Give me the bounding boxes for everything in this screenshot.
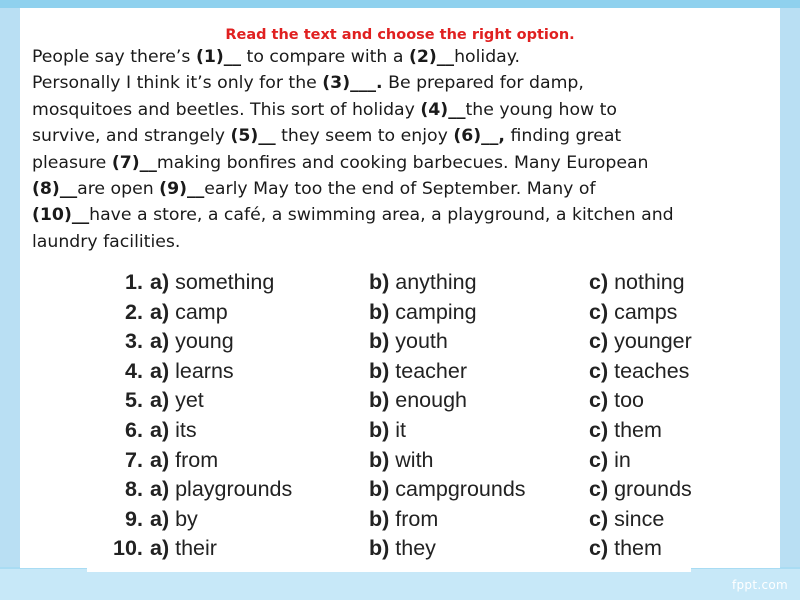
blank-marker: (9)__ <box>159 179 205 200</box>
option-a <box>150 329 234 354</box>
option-word: enough <box>389 388 468 413</box>
option-c <box>589 507 664 532</box>
option-letter: b) <box>369 447 390 472</box>
options-table <box>87 262 691 572</box>
option-letter: b) <box>369 536 390 561</box>
option-c <box>589 536 662 561</box>
option-number: 3. <box>125 329 143 354</box>
option-word: in <box>608 447 631 472</box>
paragraph-text: holiday. <box>454 47 521 67</box>
option-letter: a) <box>150 536 170 561</box>
option-word: playgrounds <box>169 477 293 502</box>
option-word: anything <box>389 270 477 294</box>
option-word: them <box>608 418 662 442</box>
paragraph-text: pleasure <box>32 152 112 173</box>
option-word: younger <box>608 329 692 354</box>
blank-marker: (4)__ <box>420 99 466 120</box>
option-a <box>150 507 198 532</box>
option-word: teacher <box>389 358 467 383</box>
option-number: 2. <box>125 299 143 324</box>
paragraph-text: they seem to enjoy <box>275 126 454 147</box>
option-number: 5. <box>125 388 143 413</box>
option-word: too <box>608 388 644 413</box>
option-letter: a) <box>150 388 170 413</box>
option-letter: c) <box>589 506 609 531</box>
option-letter: a) <box>150 329 170 354</box>
option-letter: c) <box>589 477 609 502</box>
option-word: camps <box>608 299 678 324</box>
option-number: 9. <box>125 506 143 531</box>
paragraph-line <box>32 229 780 255</box>
option-b <box>369 270 477 295</box>
paragraph-text: Be prepared for damp, <box>382 73 584 94</box>
option-a <box>150 418 197 443</box>
option-number: 10. <box>113 536 143 561</box>
option-letter: b) <box>369 329 390 354</box>
watermark-text: fppt.com <box>731 578 788 592</box>
paragraph-text: have a store, a café, a swimming area, a playground, a kitchen and <box>89 205 674 226</box>
option-word: teaches <box>608 358 690 383</box>
option-word: learns <box>169 358 234 383</box>
option-letter: a) <box>150 506 170 531</box>
option-row <box>87 536 691 566</box>
option-row <box>87 388 691 418</box>
option-letter: c) <box>589 270 609 294</box>
option-letter: b) <box>369 477 390 502</box>
option-word: youth <box>389 329 448 354</box>
option-letter: b) <box>369 299 390 324</box>
option-letter: c) <box>589 536 609 561</box>
paragraph-text: are open <box>77 179 160 200</box>
option-letter: a) <box>150 299 170 324</box>
option-a <box>150 359 234 384</box>
option-number: 7. <box>125 447 143 472</box>
option-word: since <box>608 506 665 531</box>
option-c <box>589 300 677 325</box>
option-row <box>87 270 691 300</box>
option-b <box>369 300 477 325</box>
option-c <box>589 329 692 354</box>
option-number: 1. <box>125 270 143 294</box>
option-word: from <box>389 506 439 531</box>
option-letter: b) <box>369 270 390 294</box>
option-b <box>369 359 467 384</box>
option-word: them <box>608 536 662 561</box>
exercise-title: Read the text and choose the right option. <box>225 27 575 43</box>
option-word: with <box>389 447 434 472</box>
option-number: 8. <box>125 477 143 502</box>
option-word: they <box>389 536 436 561</box>
option-letter: c) <box>589 418 609 442</box>
paragraph-text: early May too the end of September. Many of <box>204 179 596 200</box>
paragraph-text: Personally I think it’s only for the <box>32 73 323 94</box>
option-word: yet <box>169 388 204 413</box>
option-a <box>150 477 292 502</box>
option-word: camp <box>169 299 228 324</box>
option-word: young <box>169 329 234 354</box>
blank-marker: (7)__ <box>111 152 157 173</box>
paragraph-line <box>32 44 780 70</box>
option-b <box>369 388 467 413</box>
paragraph-line <box>32 150 780 176</box>
option-letter: a) <box>150 418 170 442</box>
paragraph-text: laundry facilities. <box>32 231 181 252</box>
option-row <box>87 507 691 537</box>
exercise-paragraph <box>32 44 780 255</box>
paragraph-line <box>32 202 780 228</box>
option-letter: b) <box>369 388 390 413</box>
option-number: 6. <box>125 418 143 442</box>
blank-marker: (3)___. <box>322 73 383 94</box>
paragraph-text: People say there’s <box>32 47 196 67</box>
option-word: their <box>169 536 217 561</box>
paragraph-text: making bonfires and cooking barbecues. Many European <box>156 152 649 173</box>
option-word: from <box>169 447 219 472</box>
option-letter: c) <box>589 329 609 354</box>
blank-marker: (1)__ <box>195 47 242 67</box>
option-number: 4. <box>125 358 143 383</box>
paragraph-line <box>32 97 780 123</box>
slide-content <box>20 8 780 568</box>
paragraph-line <box>32 176 780 202</box>
paragraph-line <box>32 123 780 149</box>
option-letter: c) <box>589 447 609 472</box>
option-word: camping <box>389 299 477 324</box>
option-b <box>369 507 438 532</box>
option-a <box>150 300 228 325</box>
option-letter: a) <box>150 270 170 294</box>
option-letter: a) <box>150 447 170 472</box>
option-letter: b) <box>369 358 390 383</box>
blank-marker: (2)__ <box>408 47 455 67</box>
paragraph-text: finding great <box>504 126 622 147</box>
option-letter: c) <box>589 358 609 383</box>
blank-marker: (10)__ <box>32 205 90 226</box>
option-word: grounds <box>608 477 692 502</box>
option-a <box>150 448 218 473</box>
option-c <box>589 270 685 295</box>
option-word: by <box>169 506 198 531</box>
option-c <box>589 359 689 384</box>
option-c <box>589 448 631 473</box>
option-b <box>369 477 526 502</box>
option-row <box>87 329 691 359</box>
option-word: its <box>169 418 197 442</box>
option-letter: b) <box>369 418 390 442</box>
option-letter: a) <box>150 477 170 502</box>
option-a <box>150 270 274 295</box>
blank-marker: (6)__, <box>453 126 505 147</box>
option-word: campgrounds <box>389 477 526 502</box>
paragraph-text: survive, and strangely <box>32 126 231 147</box>
option-row <box>87 300 691 330</box>
paragraph-line <box>32 70 780 96</box>
paragraph-text: to compare with a <box>241 47 409 67</box>
option-row <box>87 359 691 389</box>
top-decor-bar <box>0 0 800 8</box>
option-letter: b) <box>369 506 390 531</box>
blank-marker: (5)__ <box>230 126 276 147</box>
option-word: something <box>169 270 275 294</box>
option-row <box>87 418 691 448</box>
option-letter: c) <box>589 299 609 324</box>
option-a <box>150 536 217 561</box>
option-letter: c) <box>589 388 609 413</box>
option-word: it <box>389 418 407 442</box>
paragraph-text: mosquitoes and beetles. This sort of holiday <box>32 99 421 120</box>
option-b <box>369 329 448 354</box>
option-c <box>589 388 644 413</box>
option-row <box>87 448 691 478</box>
option-b <box>369 418 406 443</box>
option-word: nothing <box>608 270 685 294</box>
option-a <box>150 388 204 413</box>
option-b <box>369 536 436 561</box>
blank-marker: (8)__ <box>32 179 78 200</box>
paragraph-text: the young how to <box>465 99 618 120</box>
option-row <box>87 477 691 507</box>
option-c <box>589 418 662 443</box>
option-b <box>369 448 434 473</box>
option-letter: a) <box>150 358 170 383</box>
option-c <box>589 477 692 502</box>
